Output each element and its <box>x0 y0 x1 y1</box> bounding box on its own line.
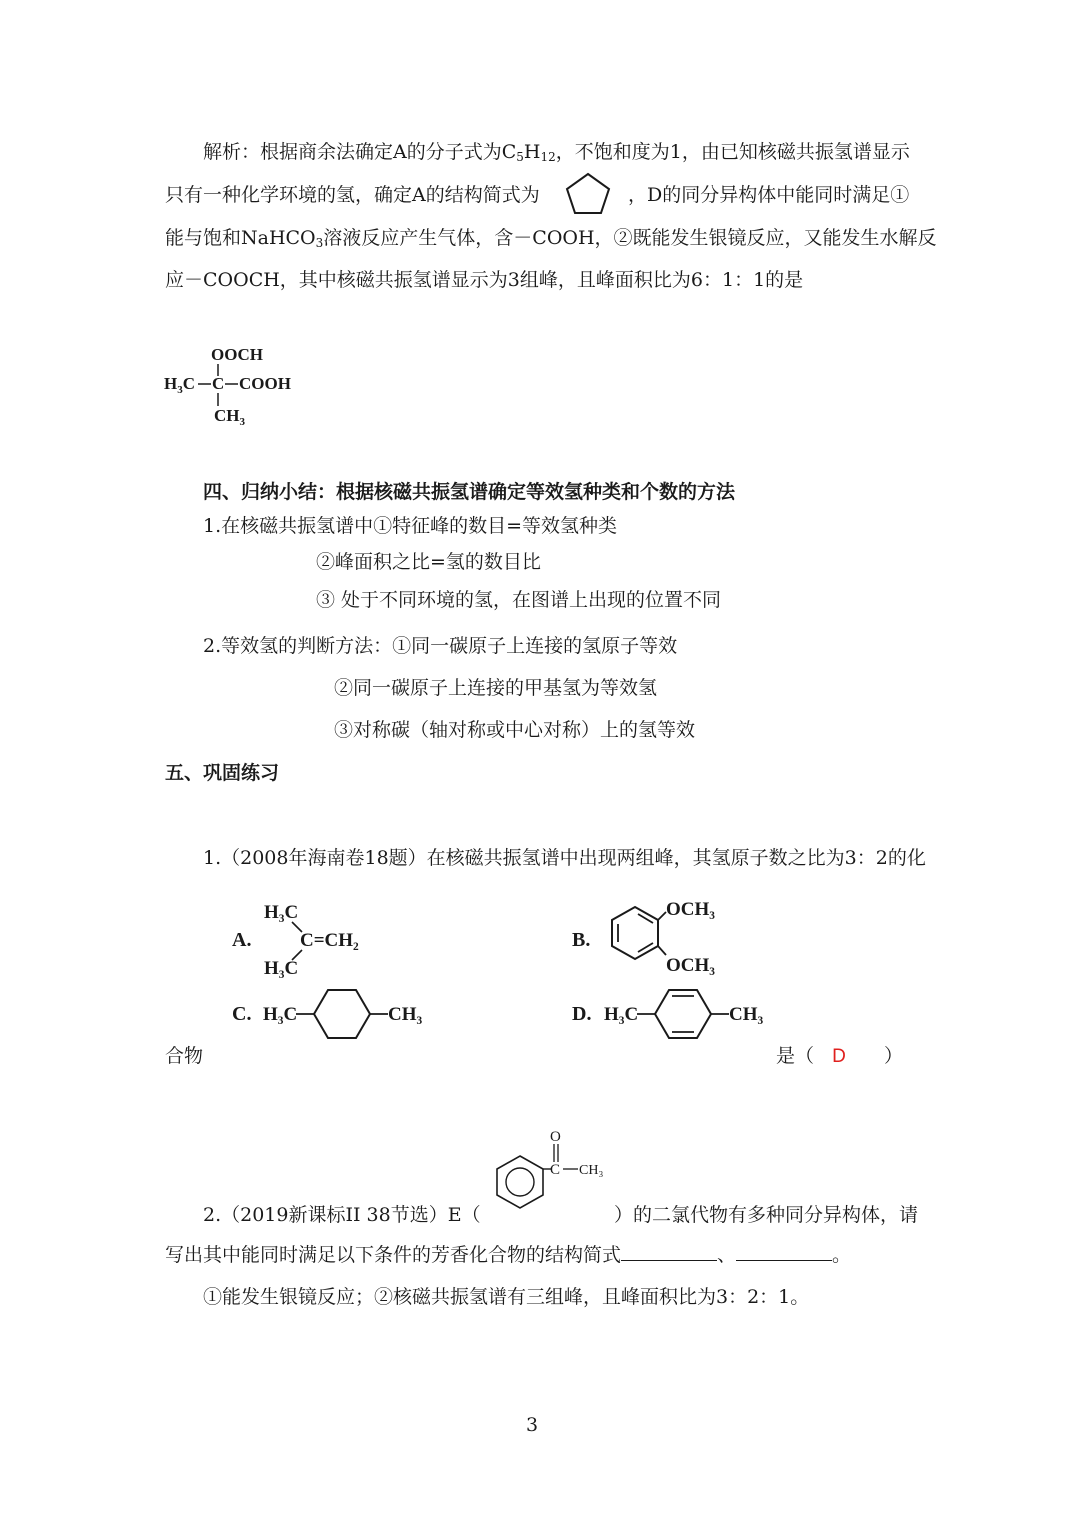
q1-answer-bracket: 是（ D ） <box>776 1045 904 1067</box>
analysis-line-4: 应－COOCH，其中核磁共振氢谱显示为3组峰，且峰面积比为6：1：1的是 <box>165 269 804 291</box>
q1-option-c <box>230 982 430 1046</box>
svg-text:COOH: COOH <box>239 374 291 393</box>
q1-stem: 1.（2008年海南卷18题）在核磁共振氢谱中出现两组峰，其氢原子数之比为3：2的化 <box>203 847 926 869</box>
svg-text:C: C <box>550 1162 561 1178</box>
answer-structure <box>164 340 304 430</box>
svg-text:D.: D. <box>572 1003 592 1025</box>
q2-line-2: 写出其中能同时满足以下条件的芳香化合物的结构简式 、 。 <box>165 1244 852 1266</box>
svg-text:A.: A. <box>232 929 252 951</box>
svg-text:O: O <box>550 1129 561 1145</box>
q2-stem-b: ）的二氯代物有多种同分异构体，请 <box>614 1204 919 1226</box>
summary-item-2-2: ②同一碳原子上连接的甲基氢为等效氢 <box>334 677 658 699</box>
svg-text:C=CH₂: C=CH₂ <box>300 930 359 951</box>
svg-text:H₃C: H₃C <box>263 1004 298 1025</box>
q1-answer: D <box>832 1046 846 1067</box>
q1-option-d <box>570 982 770 1046</box>
summary-item-2-3: ③对称碳（轴对称或中心对称）上的氢等效 <box>334 719 696 741</box>
q2-conditions: ①能发生银镜反应；②核磁共振氢谱有三组峰，且峰面积比为3：2：1。 <box>203 1286 810 1308</box>
svg-text:CH₃: CH₃ <box>579 1163 604 1178</box>
summary-item-1: 1.在核磁共振氢谱中①特征峰的数目=等效氢种类 <box>203 515 618 537</box>
svg-text:H₃C: H₃C <box>264 902 299 923</box>
q1-option-b <box>570 893 740 983</box>
cyclopentane-structure <box>564 170 614 216</box>
analysis-line-2b: ，D的同分异构体中能同时满足① <box>628 184 910 206</box>
q2-stem-a: 2.（2019新课标II 38节选）E（ <box>203 1204 481 1226</box>
page-number: 3 <box>526 1414 539 1436</box>
analysis-line-2a: 只有一种化学环境的氢，确定A的结构简式为 <box>165 184 540 206</box>
svg-text:C: C <box>212 374 225 393</box>
svg-text:B.: B. <box>572 929 591 951</box>
summary-item-1-2: ②峰面积之比=氢的数目比 <box>316 551 541 573</box>
summary-item-1-3: ③ 处于不同环境的氢，在图谱上出现的位置不同 <box>316 589 722 611</box>
acetophenone-structure <box>486 1128 616 1223</box>
practice-heading: 五、巩固练习 <box>165 762 280 784</box>
svg-text:OCH₃: OCH₃ <box>666 899 715 920</box>
svg-text:H₃C: H₃C <box>264 958 299 979</box>
svg-text:OOCH: OOCH <box>211 345 263 364</box>
svg-text:H3C: $H_3C$ <box>164 374 196 396</box>
svg-text:OCH₃: OCH₃ <box>666 955 715 976</box>
svg-text:CH₃: CH₃ <box>729 1004 764 1025</box>
summary-item-2: 2.等效氢的判断方法：①同一碳原子上连接的氢原子等效 <box>203 635 678 657</box>
q1-tail-left: 合物 <box>165 1045 204 1067</box>
summary-heading: 四、归纳小结：根据核磁共振氢谱确定等效氢种类和个数的方法 <box>203 481 736 503</box>
svg-text:CH3: $CH_3$ <box>214 406 245 428</box>
q2-blank-1[interactable] <box>621 1242 717 1261</box>
analysis-line-1: 解析：根据商余法确定A的分子式为$C_5H_{12}$，不饱和度为1，由已知核磁共振氢谱显示 <box>203 141 910 164</box>
q1-option-a <box>230 898 390 978</box>
q2-blank-2[interactable] <box>736 1242 832 1261</box>
svg-text:C.: C. <box>232 1003 252 1025</box>
analysis-line-3: 能与饱和NaHCO$_3$溶液反应产生气体，含－COOH，②既能发生银镜反应，又能发生水解反 <box>165 227 937 250</box>
svg-text:CH₃: CH₃ <box>388 1004 423 1025</box>
svg-text:H₃C: H₃C <box>604 1004 639 1025</box>
